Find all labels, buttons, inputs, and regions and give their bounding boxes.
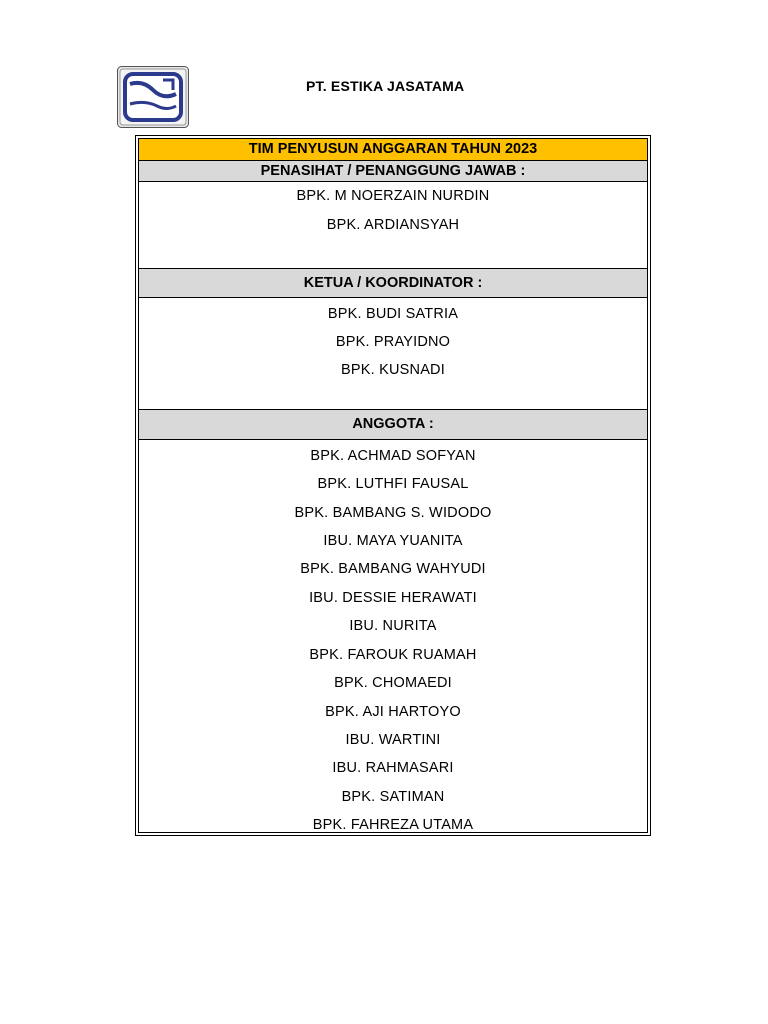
member-name: BPK. BUDI SATRIA <box>327 306 459 322</box>
member-name: IBU. RAHMASARI <box>332 760 454 776</box>
member-name: BPK. M NOERZAIN NURDIN <box>296 188 490 204</box>
member-name: BPK. ACHMAD SOFYAN <box>310 448 476 464</box>
member-name: BPK. BAMBANG S. WIDODO <box>294 505 492 521</box>
member-name: BPK. LUTHFI FAUSAL <box>317 476 469 492</box>
member-name: BPK. CHOMAEDI <box>334 675 452 691</box>
member-name: BPK. FAROUK RUAMAH <box>309 647 477 663</box>
member-name: BPK. AJI HARTOYO <box>325 704 461 720</box>
member-name: BPK. FAHREZA UTAMA <box>312 817 474 833</box>
company-logo <box>117 66 189 128</box>
member-name: BPK. PRAYIDNO <box>335 334 451 350</box>
member-name: BPK. KUSNADI <box>341 362 445 378</box>
section-heading-anggota: ANGGOTA : <box>138 409 648 440</box>
company-name: PT. ESTIKA JASATAMA <box>306 78 465 94</box>
section-heading-ketua: KETUA / KOORDINATOR : <box>138 268 648 298</box>
member-name: IBU. DESSIE HERAWATI <box>309 590 477 606</box>
member-name: BPK. ARDIANSYAH <box>326 217 460 233</box>
member-name: IBU. NURITA <box>349 618 437 634</box>
member-name: IBU. MAYA YUANITA <box>323 533 463 549</box>
section-heading-penasihat: PENASIHAT / PENANGGUNG JAWAB : <box>138 160 648 182</box>
table-title: TIM PENYUSUN ANGGARAN TAHUN 2023 <box>138 138 648 161</box>
member-name: BPK. SATIMAN <box>341 789 445 805</box>
member-name: BPK. BAMBANG WAHYUDI <box>300 561 486 577</box>
team-table <box>135 135 651 836</box>
member-name: IBU. WARTINI <box>345 732 441 748</box>
logo-emblem-icon <box>117 66 189 128</box>
